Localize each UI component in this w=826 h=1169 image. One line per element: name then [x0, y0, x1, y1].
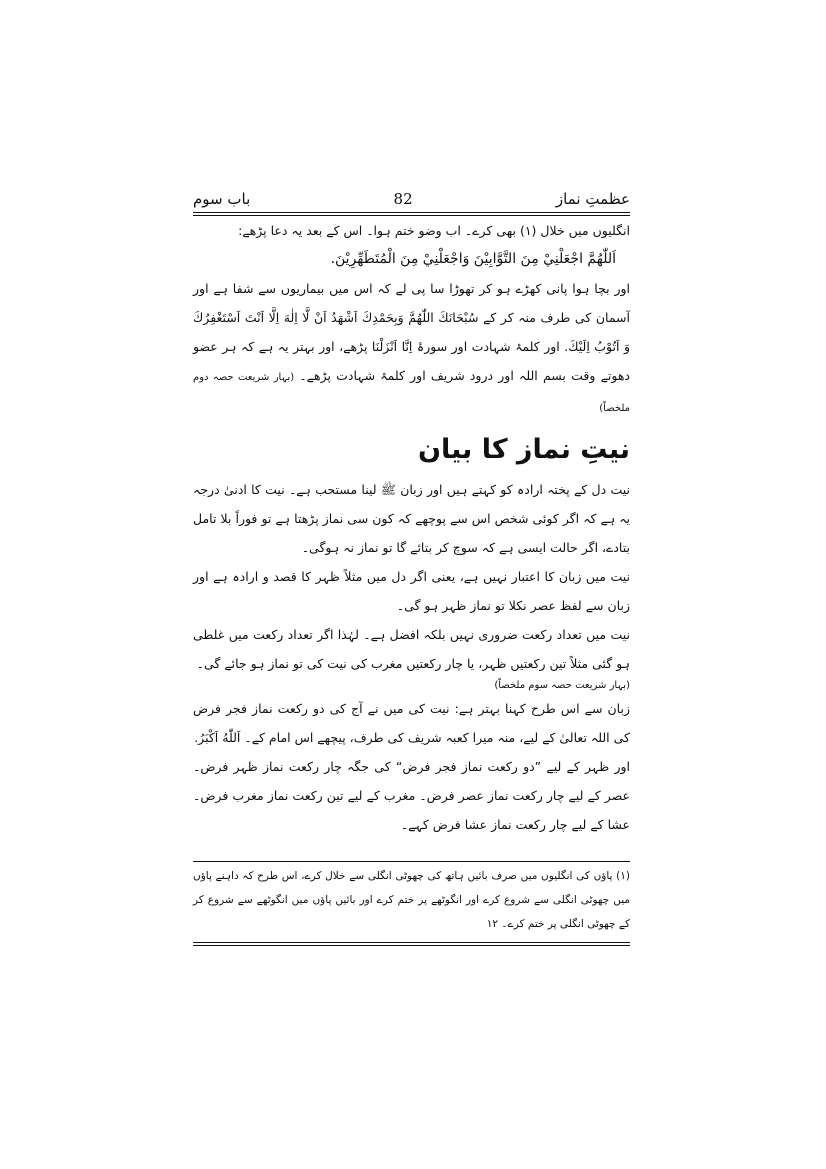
reference: (بہار شریعت حصہ دوم ملخصاً): [193, 372, 630, 414]
paragraph: نیت میں تعداد رکعت ضروری نہیں بلکہ افضل ہے۔ لہٰذا اگر تعداد رکعت میں غلطی ہو گئی مثلاً تین رکعتیں ظہر، یا چار رکعتیں مغرب کی نیت کی تو نماز ہو جائے گی۔: [193, 627, 630, 671]
bottom-rule: [193, 942, 630, 946]
paragraph: نیت میں زبان کا اعتبار نہیں ہے، یعنی اگر دل میں مثلاً ظہر کا قصد و ارادہ ہے اور زبان سے لفظ عصر نکلا تو نماز ظہر ہو گی۔: [193, 569, 630, 613]
book-title: عظمتِ نماز: [555, 190, 630, 208]
paragraph-text: اور بچا ہوا پانی کھڑے ہو کر تھوڑا سا پی لے کہ اس میں بیماریوں سے شفا ہے اور آسمان کی طرف منہ کر کے سُبْحَانَكَ اللّٰهُمَّ وَبِحَمْدِكَ اَشْهَدُ اَنْ لَّا اِلٰهَ اِلَّا اَنْتَ اَسْتَغْفِرُكَ وَ اَتُوْبُ اِلَيْكَ. اور کلمۂ شہادت اور سورۂ اِنَّا اَنْزَلْنَا پڑھے، اور بہتر یہ ہے کہ ہر عضو دھوتے وقت بسم اللہ اور درود شریف اور کلمۂ شہادت پڑھے۔: [193, 281, 630, 383]
page-number: 82: [393, 190, 413, 208]
paragraph: زبان سے اس طرح کہنا بہتر ہے: نیت کی میں نے آج کی دو رکعت نماز فجر فرض کی اللہ تعالیٰ کے لیے، منہ میرا کعبہ شریف کی طرف، پیچھے اس امام کے۔ اَللّٰهُ اَكْبَرُ.: [193, 701, 630, 745]
paragraph: اور ظہر کے لیے ”دو رکعت نماز فجر فرض“ کی جگہ چار رکعت نماز ظہر فرض۔ عصر کے لیے چار رکعت نماز عصر فرض۔ مغرب کے لیے تین رکعت نماز مغرب فرض۔ عشا کے لیے چار رکعت نماز عشا فرض کہے۔: [193, 759, 630, 832]
section-heading: نیتِ نماز کا بیان: [417, 434, 630, 465]
paragraph: انگلیوں میں خلال (۱) بھی کرے۔ اب وضو ختم ہوا۔ اس کے بعد یہ دعا پڑھے:: [238, 223, 630, 238]
paragraph: نیت دل کے پختہ ارادہ کو کہتے ہیں اور زبان ﷺ لینا مستحب ہے۔ نیت کا ادنیٰ درجہ یہ ہے کہ اگر کوئی شخص اس سے پوچھے کہ کون سی نماز پڑھتا ہے تو فوراً بلا تامل بتادے، اگر حالت ایسی ہے کہ سوچ کر بتائے گا تو نماز نہ ہوگی۔: [193, 482, 630, 555]
footnote: [193, 862, 630, 936]
paragraph: [193, 274, 630, 423]
reference: (بہار شریعت حصہ سوم ملخصاً): [494, 680, 630, 691]
book-page: [193, 186, 630, 946]
page-header: [193, 186, 630, 212]
page-body: [193, 216, 630, 839]
chapter-title: باب سوم: [193, 190, 251, 208]
arabic-dua: اَللّٰهُمَّ اجْعَلْنِيْ مِنَ التَّوَّابِيْنَ وَاجْعَلْنِيْ مِنَ الْمُتَطَهِّرِيْنَ.: [330, 251, 616, 267]
footnote-text: (۱) پاؤں کی انگلیوں میں صرف بائیں ہاتھ کی چھوٹی انگلی سے خلال کرے، اس طرح کہ داہنے پاؤں میں چھوٹی انگلی سے شروع کرے اور انگوٹھے پر ختم کرے اور بائیں پاؤں میں انگوٹھے سے شروع کر کے چھوٹی انگلی پر ختم کرے۔ ۱۲: [193, 870, 630, 930]
